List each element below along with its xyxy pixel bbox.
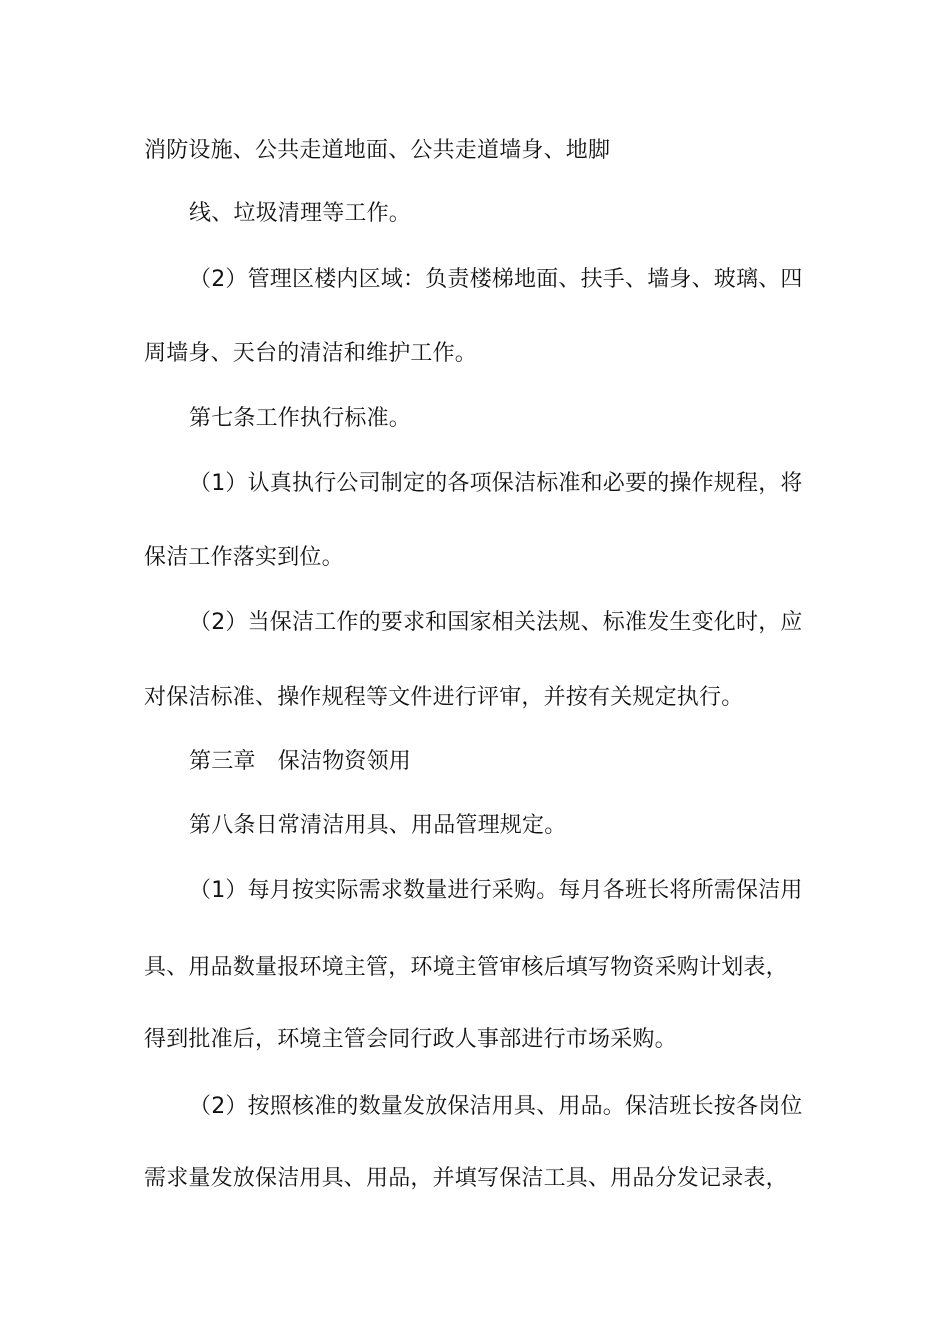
text-line: （1）每月按实际需求数量进行采购。每月各班长将所需保洁用: [189, 878, 803, 903]
text-line: 得到批准后，环境主管会同行政人事部进行市场采购。: [144, 1027, 677, 1052]
text-line: 消防设施、公共走道地面、公共走道墙身、地脚: [144, 138, 611, 163]
text-line: 对保洁标准、操作规程等文件进行评审，并按有关规定执行。: [144, 685, 744, 710]
text-line: 保洁工作落实到位。: [144, 545, 344, 570]
text-line: 需求量发放保洁用具、用品，并填写保洁工具、用品分发记录表，: [144, 1166, 788, 1191]
section-heading: 第八条日常清洁用具、用品管理规定。: [189, 813, 567, 838]
text-line: （2）管理区楼内区域：负责楼梯地面、扶手、墙身、玻璃、四: [189, 267, 803, 292]
section-heading: 第七条工作执行标准。: [189, 406, 412, 431]
text-line: （2）当保洁工作的要求和国家相关法规、标准发生变化时，应: [189, 610, 803, 635]
text-line: 周墙身、天台的清洁和维护工作。: [144, 341, 478, 366]
chapter-heading: 第三章 保洁物资领用: [189, 749, 412, 774]
text-line: 线、垃圾清理等工作。: [189, 201, 412, 226]
text-line: （2）按照核准的数量发放保洁用具、用品。保洁班长按各岗位: [189, 1094, 803, 1119]
text-line: 具、用品数量报环境主管，环境主管审核后填写物资采购计划表，: [144, 955, 788, 980]
text-line: （1）认真执行公司制定的各项保洁标准和必要的操作规程，将: [189, 471, 803, 496]
